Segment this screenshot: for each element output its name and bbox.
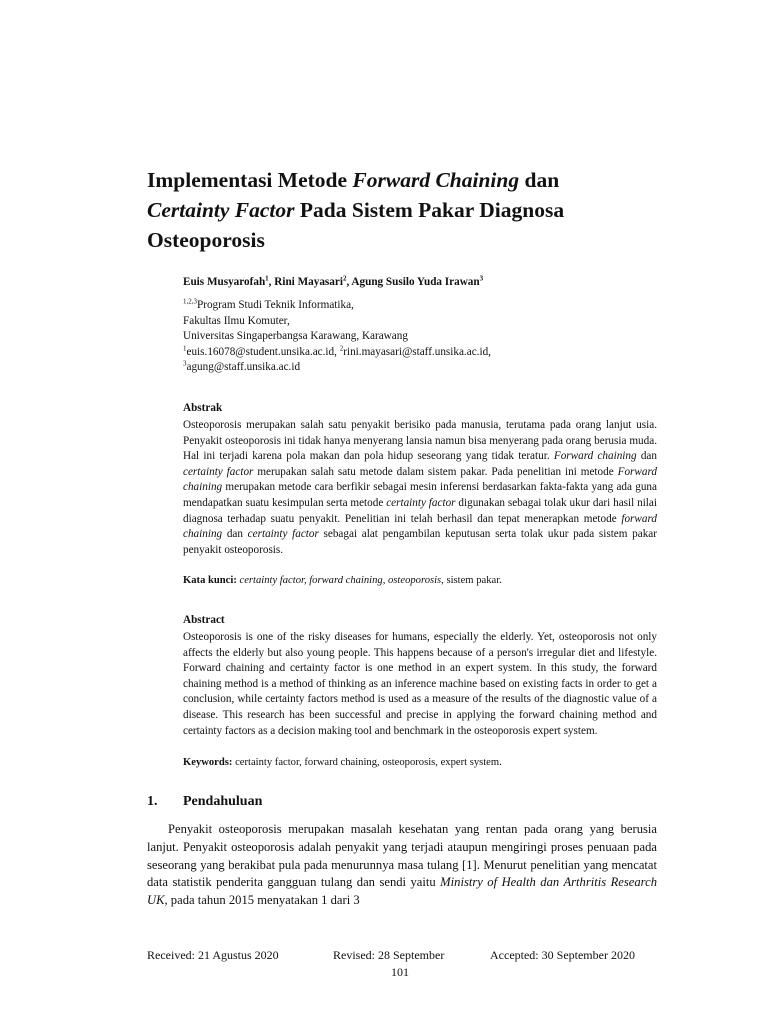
abstrak-i1: Forward chaining (553, 450, 637, 463)
kata-kunci-italic: certainty factor, forward chaining, osteoporosis, (236, 575, 444, 586)
body-t1: Penyakit osteoporosis merupakan masalah kesehatan yang rentan pada orang yang berusia lanjut. Penyakit osteoporosis adalah penyakit yang terjadi ataupun mengiringi proses penuaan pada seseorang yang berakibat pula pada menurunnya masa tulang [1]. Menurut penelitian yang mencatat data statistik penderita gangguan tulang dan sendi yaitu (147, 822, 657, 890)
abstrak-t1: Osteoporosis merupakan salah satu penyakit berisiko pada manusia, terutama pada orang lanjut usia. Penyakit osteoporosis ini tidak hanya menyerang lansia namun bisa menyerang pada orang berusia muda. Hal ini terjadi karena pola makan dan pola hidup seseorang yang tidak teratur. (183, 419, 657, 463)
abstrak-t7: sebagai alat pengambilan keputusan serta tolak ukur pada sistem pakar penyakit osteoporosis. (183, 528, 657, 556)
paper-title (147, 165, 667, 255)
page-number: 101 (391, 965, 409, 979)
footer-accepted: Accepted: 30 September 2020 (490, 948, 635, 962)
email-2: rini.mayasari@staff.unsika.ac.id, (343, 345, 491, 358)
title-italic-2: Certainty Factor (147, 198, 295, 222)
affiliation-line-2: Fakultas Ilmu Komuter, (183, 314, 290, 327)
body-i1: Ministry of Health dan Arthritis Research UK, (147, 875, 657, 908)
abstrak-i3: Forward chaining (183, 465, 657, 494)
body-t2: pada tahun 2015 menyatakan 1 dari 3 (167, 893, 360, 908)
author-3: , Agung Susilo Yuda Irawan (346, 276, 480, 288)
email-3: agung@staff.unsika.ac.id (186, 361, 301, 373)
author-2-sup: 2 (342, 274, 347, 283)
keywords-rest: certainty factor, forward chaining, osteoporosis, expert system. (232, 757, 502, 768)
section-title: Pendahuluan (183, 794, 263, 809)
abstrak-t3: merupakan salah satu metode dalam sistem pakar. Pada penelitian ini metode (253, 465, 618, 478)
abstrak-i4: certainty factor (386, 496, 456, 509)
section-number: 1. (147, 794, 158, 809)
abstrak-t2: dan (636, 450, 657, 463)
affiliation-sup: 1,2,3 (183, 297, 197, 306)
abstrak-text (183, 418, 657, 558)
title-text-3: Pada Sistem Pakar Diagnosa (294, 198, 565, 222)
abstrak-i5: forward chaining (183, 512, 657, 541)
title-italic-1: Forward Chaining (352, 168, 520, 192)
kata-kunci-rest: sistem pakar. (443, 575, 502, 586)
abstrak-i2: certainty factor (183, 465, 254, 478)
keywords (183, 757, 502, 768)
affiliation-block (183, 298, 491, 376)
kata-kunci-label: Kata kunci: (183, 575, 237, 586)
kata-kunci (183, 575, 502, 586)
affiliation-line-3: Universitas Singaperbangsa Karawang, Karawang (183, 330, 408, 342)
keywords-label: Keywords: (183, 757, 233, 768)
abstrak-t6: dan (222, 528, 248, 541)
abstract-text: Osteoporosis is one of the risky diseases for humans, especially the elderly. Yet, osteoporosis not only affects the elderly but also young people. This happens because of a person's irregular diet and lifestyle. Forward chaining and certainty factor is one method in an expert system. In this study, the forward chaining method is a method of thinking as an inference machine based on existing facts in order to get a conclusion, while certainty factors method is used as a measure of the results of the diagnostic value of a disease. This research has been successful and precise in applying the forward chaining method and certainty factors as a decision making tool and benchmark in the osteoporosis expert system. (183, 631, 657, 737)
email-sup-2: 2 (339, 343, 344, 352)
footer-received: Received: 21 Agustus 2020 (147, 948, 279, 962)
email-sup-3: 3 (183, 359, 187, 368)
author-list (183, 276, 483, 288)
section-heading (147, 794, 262, 810)
author-3-sup: 3 (479, 274, 484, 283)
author-1-sup: 1 (265, 274, 269, 283)
title-text-4: Osteoporosis (147, 228, 265, 252)
author-2: , Rini Mayasari (268, 276, 343, 288)
affiliation-line-1: Program Studi Teknik Informatika, (197, 299, 354, 311)
abstrak-heading: Abstrak (183, 402, 223, 414)
email-1: euis.16078@student.unsika.ac.id, (186, 345, 340, 358)
footer-revised: Revised: 28 September (333, 948, 445, 962)
title-text-1: Implementasi Metode (147, 168, 353, 192)
abstrak-i6: certainty factor (247, 528, 319, 541)
email-sup-1: 1 (183, 343, 187, 352)
abstrak-t4: merupakan metode cara berfikir sebagai mesin inferensi berdasarkan fakta-fakta yang ada guna mendapatkan suatu kesimpulan serta metode (183, 481, 657, 509)
title-text-2: dan (519, 168, 560, 192)
author-1: Euis Musyarofah (183, 276, 266, 288)
abstrak-t5: digunakan sebagai tolak ukur dari hasil nilai diagnosa terhadap suatu penyakit. Penelitian ini telah berhasil dan tepat menerapkan metode (183, 496, 657, 525)
abstract-heading: Abstract (183, 614, 225, 626)
section-body (147, 821, 657, 910)
